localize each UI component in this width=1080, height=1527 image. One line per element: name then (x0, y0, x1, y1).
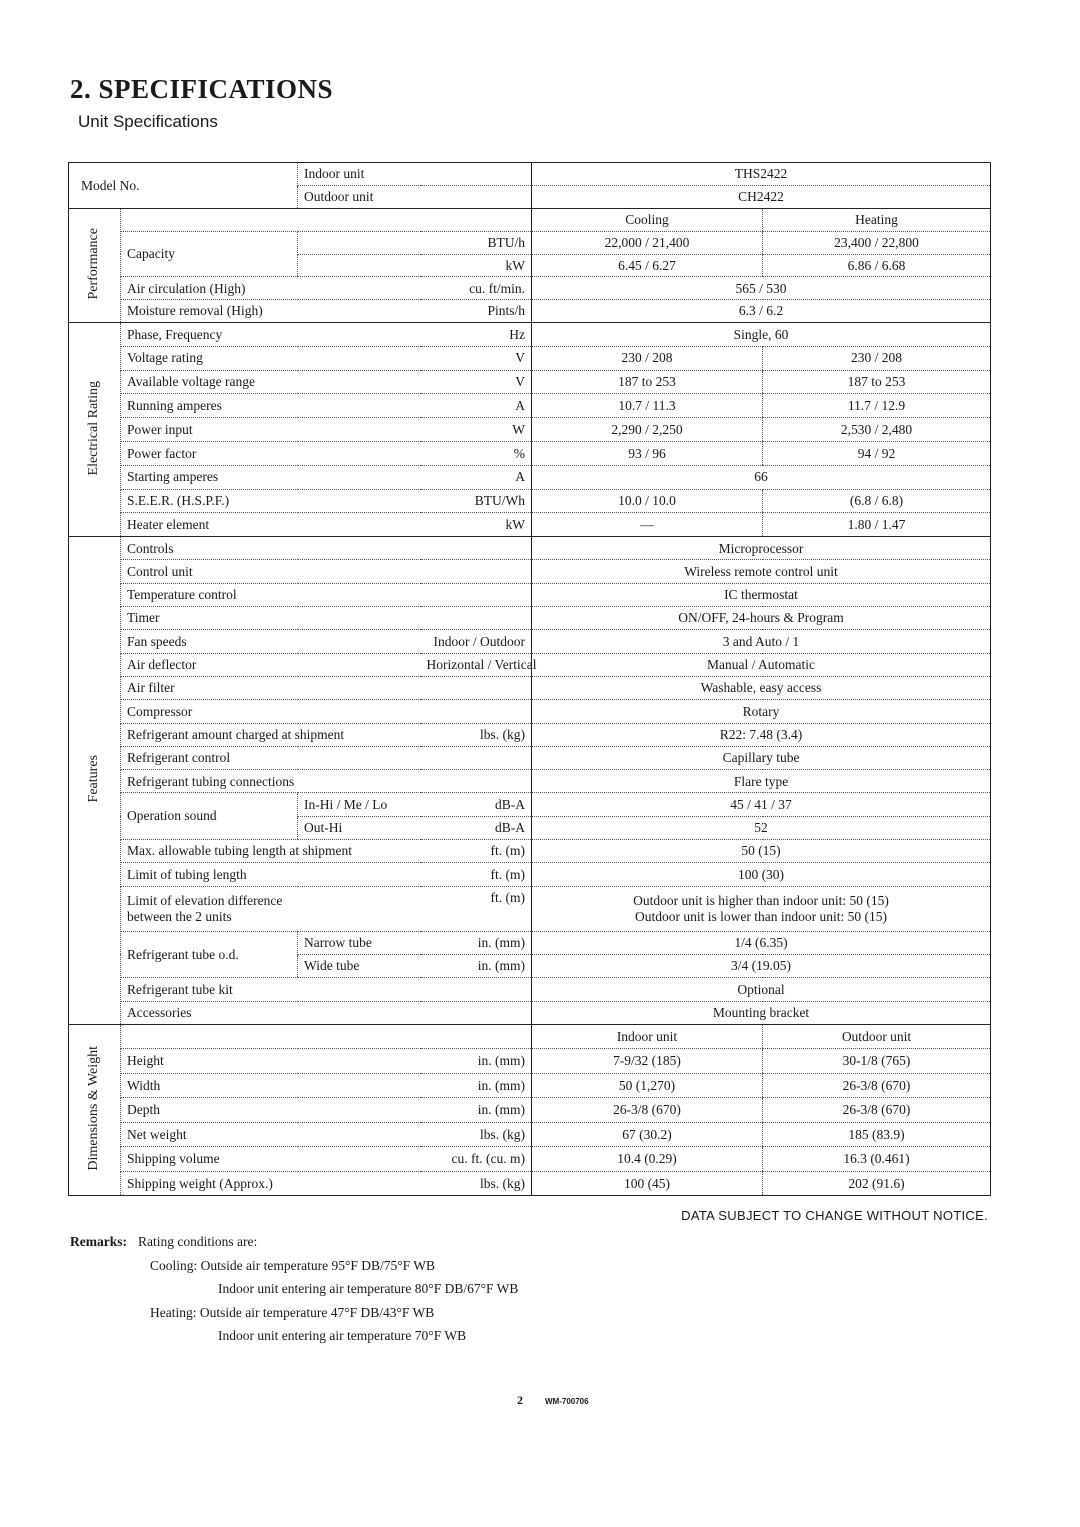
cooling-value: 100 (45) (532, 1171, 763, 1196)
remarks (70, 1230, 518, 1348)
section-title: Electrical Rating (86, 380, 102, 476)
row-value: Microprocessor (532, 537, 991, 560)
row-unit: BTU/Wh (421, 489, 532, 513)
spec-row (69, 441, 991, 465)
row-label: S.E.E.R. (H.S.P.F.) (121, 489, 421, 513)
row-value: 3 and Auto / 1 (532, 630, 991, 653)
row-unit: ft. (m) (421, 840, 532, 863)
row-unit (421, 1001, 532, 1024)
cooling-value: 93 / 96 (532, 441, 763, 465)
spec-row (69, 770, 991, 793)
spec-row (69, 537, 991, 560)
spec-row (69, 863, 991, 886)
row-unit: lbs. (kg) (421, 1122, 532, 1147)
heating-value: 202 (91.6) (763, 1171, 991, 1196)
row-unit (421, 583, 532, 606)
heating-value: 6.86 / 6.68 (763, 254, 991, 277)
indoor-model: THS2422 (532, 163, 991, 186)
row-label: Temperature control (121, 583, 421, 606)
row-unit: kW (421, 513, 532, 537)
spec-row (69, 978, 991, 1001)
row-sublabel: Wide tube (298, 954, 421, 977)
spec-row (69, 840, 991, 863)
cooling-value: 230 / 208 (532, 346, 763, 370)
indoor-unit-label: Indoor unit (298, 163, 532, 186)
row-unit (421, 1024, 532, 1049)
row-label (121, 209, 421, 232)
remarks-intro: Rating conditions are: (138, 1234, 258, 1249)
spec-row (69, 209, 991, 232)
spec-row (69, 630, 991, 653)
cooling-value: — (532, 513, 763, 537)
spec-row (69, 394, 991, 418)
row-unit: lbs. (kg) (421, 723, 532, 746)
row-unit: V (421, 370, 532, 394)
spec-row (69, 1073, 991, 1098)
section-title: Performance (86, 227, 102, 300)
outdoor-model: CH2422 (532, 186, 991, 209)
heating-value: 11.7 / 12.9 (763, 394, 991, 418)
row-unit: ft. (m) (421, 863, 532, 886)
row-value: 6.3 / 6.2 (532, 300, 991, 323)
row-value: Flare type (532, 770, 991, 793)
cooling-indoor: Indoor unit entering air temperature 80°F DB/67°F WB (218, 1281, 519, 1296)
row-unit (421, 978, 532, 1001)
row-label: Power factor (121, 441, 421, 465)
spec-row (69, 322, 991, 346)
row-label: Voltage rating (121, 346, 421, 370)
section-subtitle: Unit Specifications (78, 112, 218, 131)
row-label: Accessories (121, 1001, 421, 1024)
page-footer (517, 1393, 589, 1408)
row-label (121, 886, 421, 931)
spec-row (69, 513, 991, 537)
row-value (532, 886, 991, 931)
row-value: 66 (532, 465, 991, 489)
row-label: Controls (121, 537, 421, 560)
row-value: IC thermostat (532, 583, 991, 606)
heating-value: 30-1/8 (765) (763, 1049, 991, 1074)
cooling-value: 67 (30.2) (532, 1122, 763, 1147)
row-label: Refrigerant tube kit (121, 978, 421, 1001)
row-value: 100 (30) (532, 863, 991, 886)
spec-row (69, 583, 991, 606)
spec-row (69, 1024, 991, 1049)
row-label: Shipping volume (121, 1147, 421, 1172)
spec-row (69, 465, 991, 489)
row-label: Shipping weight (Approx.) (121, 1171, 421, 1196)
row-value: Capillary tube (532, 746, 991, 769)
row-value: Manual / Automatic (532, 653, 991, 676)
section-label (69, 1024, 121, 1196)
row-unit: cu. ft. (cu. m) (421, 1147, 532, 1172)
heating-value: 94 / 92 (763, 441, 991, 465)
page-number: 2 (517, 1393, 523, 1407)
spec-row (69, 793, 991, 816)
row-unit: lbs. (kg) (421, 1171, 532, 1196)
row-label: Air deflector (121, 653, 421, 676)
row-value: 45 / 41 / 37 (532, 793, 991, 816)
row-label: Capacity (121, 231, 298, 277)
row-label-line: between the 2 units (127, 908, 232, 924)
value-line: Outdoor unit is lower than indoor unit: 50 (15) (635, 908, 887, 924)
spec-table (68, 162, 991, 1196)
row-unit: kW (298, 254, 532, 277)
row-label: Compressor (121, 700, 421, 723)
spec-row (69, 1001, 991, 1024)
row-unit: BTU/h (298, 231, 532, 254)
section-label (69, 209, 121, 323)
row-label: Air filter (121, 676, 421, 699)
row-label: Control unit (121, 560, 421, 583)
cooling-value: 50 (1,270) (532, 1073, 763, 1098)
row-label: Refrigerant tubing connections (121, 770, 421, 793)
spec-row (69, 931, 991, 954)
row-unit: in. (mm) (421, 1073, 532, 1098)
cooling-value: Cooling (532, 209, 763, 232)
heating-value: 16.3 (0.461) (763, 1147, 991, 1172)
row-label: Moisture removal (High) (121, 300, 421, 323)
row-value: 565 / 530 (532, 277, 991, 300)
row-label: Starting amperes (121, 465, 421, 489)
heating-value: 26-3/8 (670) (763, 1073, 991, 1098)
outdoor-unit-label: Outdoor unit (298, 186, 532, 209)
row-unit: dB-A (421, 816, 532, 839)
section-title: Dimensions & Weight (86, 1045, 102, 1171)
spec-row (69, 1122, 991, 1147)
spec-row (69, 489, 991, 513)
heating-label: Heating: (150, 1304, 197, 1320)
cooling-value: 10.4 (0.29) (532, 1147, 763, 1172)
heating-outside: Outside air temperature 47°F DB/43°F WB (199, 1304, 435, 1320)
cooling-value: 2,290 / 2,250 (532, 418, 763, 442)
spec-row (69, 277, 991, 300)
remarks-label: Remarks: (70, 1234, 127, 1249)
spec-row (69, 653, 991, 676)
row-value: Single, 60 (532, 322, 991, 346)
row-value: R22: 7.48 (3.4) (532, 723, 991, 746)
heating-value: 185 (83.9) (763, 1122, 991, 1147)
row-unit (421, 746, 532, 769)
heating-value: 187 to 253 (763, 370, 991, 394)
cooling-label: Cooling: (150, 1257, 198, 1273)
cooling-value: 10.7 / 11.3 (532, 394, 763, 418)
row-label: Width (121, 1073, 421, 1098)
spec-row (69, 346, 991, 370)
spec-row (69, 300, 991, 323)
cooling-value: 7-9/32 (185) (532, 1049, 763, 1074)
row-unit (421, 209, 532, 232)
spec-row (69, 746, 991, 769)
cooling-value: 6.45 / 6.27 (532, 254, 763, 277)
row-unit: A (421, 465, 532, 489)
row-value: ON/OFF, 24-hours & Program (532, 607, 991, 630)
change-notice: DATA SUBJECT TO CHANGE WITHOUT NOTICE. (681, 1208, 988, 1223)
row-value: Rotary (532, 700, 991, 723)
spec-row (69, 676, 991, 699)
heating-value: Heating (763, 209, 991, 232)
row-unit: in. (mm) (421, 1098, 532, 1123)
row-unit: cu. ft/min. (421, 277, 532, 300)
row-label: Fan speeds (121, 630, 421, 653)
page-title: 2. SPECIFICATIONS (70, 74, 334, 104)
row-unit: in. (mm) (421, 954, 532, 977)
row-unit: Indoor / Outdoor (421, 630, 532, 653)
spec-row (69, 1147, 991, 1172)
row-label: Air circulation (High) (121, 277, 421, 300)
row-label (121, 1024, 421, 1049)
cooling-outside: Outside air temperature 95°F DB/75°F WB (200, 1257, 436, 1273)
model-no-label: Model No. (69, 163, 298, 209)
row-unit: Horizontal / Vertical (421, 653, 532, 676)
spec-row (69, 886, 991, 931)
row-unit (421, 607, 532, 630)
spec-row (69, 700, 991, 723)
row-label: Refrigerant amount charged at shipment (121, 723, 421, 746)
row-unit (421, 676, 532, 699)
row-value: Wireless remote control unit (532, 560, 991, 583)
row-unit: W (421, 418, 532, 442)
heating-value: 1.80 / 1.47 (763, 513, 991, 537)
heating-value: 230 / 208 (763, 346, 991, 370)
row-unit: % (421, 441, 532, 465)
cooling-value: 26-3/8 (670) (532, 1098, 763, 1123)
row-unit: Hz (421, 322, 532, 346)
spec-row (69, 560, 991, 583)
row-value: 52 (532, 816, 991, 839)
row-unit (421, 560, 532, 583)
heating-indoor: Indoor unit entering air temperature 70°F WB (218, 1328, 467, 1343)
section-label (69, 537, 121, 1025)
row-unit (421, 537, 532, 560)
spec-row (69, 231, 991, 254)
row-label: Operation sound (121, 793, 298, 840)
spec-row (69, 1098, 991, 1123)
row-label: Heater element (121, 513, 421, 537)
row-label: Timer (121, 607, 421, 630)
row-value: 50 (15) (532, 840, 991, 863)
row-sublabel: In-Hi / Me / Lo (298, 793, 421, 816)
row-sublabel: Out-Hi (298, 816, 421, 839)
cooling-value: 22,000 / 21,400 (532, 231, 763, 254)
row-label: Refrigerant tube o.d. (121, 931, 298, 978)
row-label: Net weight (121, 1122, 421, 1147)
cooling-value: 187 to 253 (532, 370, 763, 394)
row-label-line: Limit of elevation difference (127, 893, 283, 909)
row-unit: V (421, 346, 532, 370)
row-unit: Pints/h (421, 300, 532, 323)
spec-row (69, 607, 991, 630)
heating-value: 26-3/8 (670) (763, 1098, 991, 1123)
spec-row (69, 723, 991, 746)
row-value: 3/4 (19.05) (532, 954, 991, 977)
row-label: Refrigerant control (121, 746, 421, 769)
spec-row (69, 370, 991, 394)
heating-value: 2,530 / 2,480 (763, 418, 991, 442)
heating-value: Outdoor unit (763, 1024, 991, 1049)
row-label: Height (121, 1049, 421, 1074)
spec-row (69, 1049, 991, 1074)
cooling-value: Indoor unit (532, 1024, 763, 1049)
row-label: Running amperes (121, 394, 421, 418)
row-label: Max. allowable tubing length at shipment (121, 840, 421, 863)
row-value: 1/4 (6.35) (532, 931, 991, 954)
heating-value: (6.8 / 6.8) (763, 489, 991, 513)
row-label: Available voltage range (121, 370, 421, 394)
value-line: Outdoor unit is higher than indoor unit: 50 (15) (633, 893, 889, 909)
row-label: Power input (121, 418, 421, 442)
row-label: Limit of tubing length (121, 863, 421, 886)
row-unit: in. (mm) (421, 931, 532, 954)
row-unit (421, 770, 532, 793)
row-unit: A (421, 394, 532, 418)
row-value: Washable, easy access (532, 676, 991, 699)
heating-value: 23,400 / 22,800 (763, 231, 991, 254)
row-label: Phase, Frequency (121, 322, 421, 346)
document-code: WM-700706 (545, 1397, 589, 1406)
row-unit: dB-A (421, 793, 532, 816)
cooling-value: 10.0 / 10.0 (532, 489, 763, 513)
section-title: Features (86, 755, 102, 803)
spec-row (69, 418, 991, 442)
row-sublabel: Narrow tube (298, 931, 421, 954)
row-value: Mounting bracket (532, 1001, 991, 1024)
row-unit: ft. (m) (421, 886, 532, 931)
row-value: Optional (532, 978, 991, 1001)
section-label (69, 322, 121, 536)
spec-row (69, 1171, 991, 1196)
row-unit: in. (mm) (421, 1049, 532, 1074)
row-label: Depth (121, 1098, 421, 1123)
row-unit (421, 700, 532, 723)
